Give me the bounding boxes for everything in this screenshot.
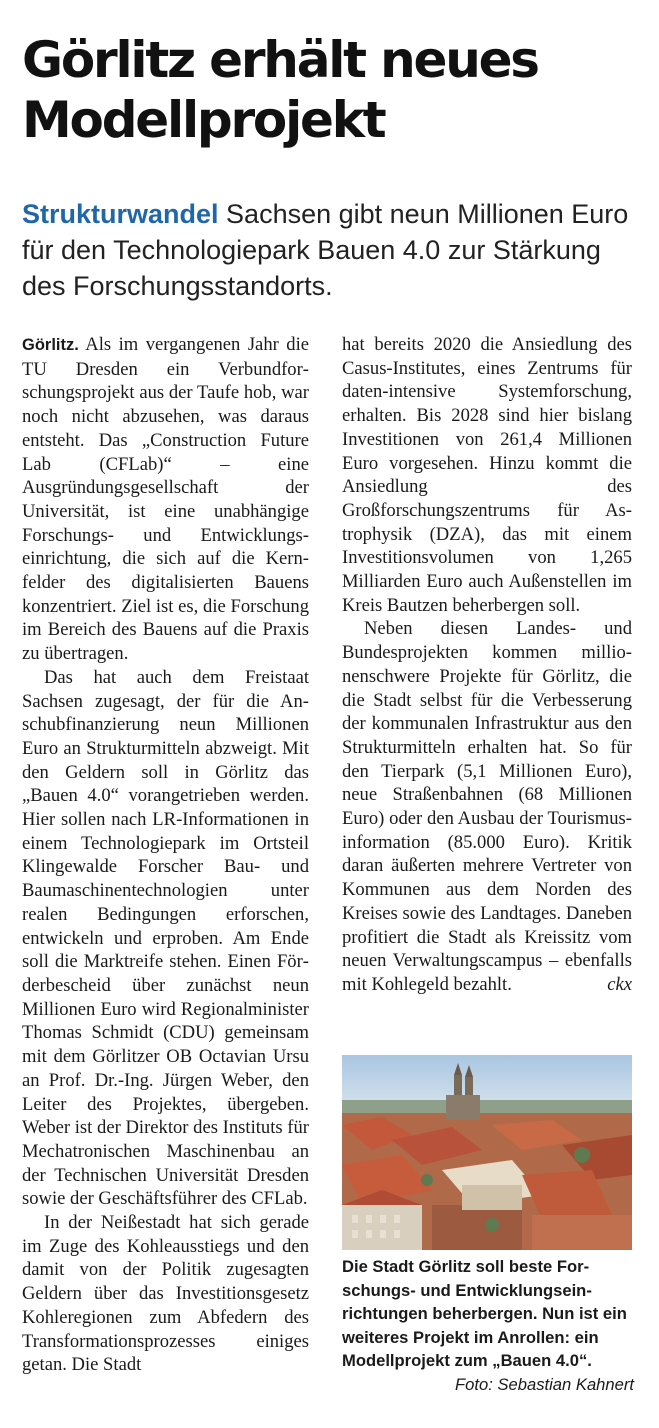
dateline: Görlitz. xyxy=(22,336,79,354)
deck xyxy=(22,196,642,304)
deck-text: Sachsen gibt neun Millionen Euro für den Technologiepark Bauen 4.0 zur Stärkung des Forschungsstandorts. xyxy=(22,199,629,301)
kicker: Strukturwandel xyxy=(22,199,219,229)
paragraph: In der Neißestadt hat sich gerade im Zuge des Kohleausstiegs und den damit von der Politik zugesagten Geldern über das Investitionsgesetz Kohleregionen zum Abfedern des Transformationsprozesses einiges getan. Die Stadt xyxy=(22,1212,309,1376)
paragraph xyxy=(342,617,632,996)
photo-caption xyxy=(342,1255,634,1397)
paragraph-text: Neben diesen Landes- und Bundesprojekten kommen millionenschwere Projekte für Görlitz, die die Stadt selbst für die Verbesserung der kommunalen Infrastruktur aus den Strukturmitteln erhalten hat. So für den Tierpark (5,1 Millionen Euro), neue Straßenbahnen (68 Millionen Euro) oder den Ausbau der Tourismusinformation (85.000 Euro). Kritik daran äußerten mehrere Vertreter von Kommunen aus dem Norden des Kreises sowie des Landtages. Daneben profitiert die Stadt als Kreissitz vom neuen Verwaltungscampus – ebenfalls mit Kohlegeld bezahlt. xyxy=(342,618,632,995)
paragraph: hat bereits 2020 die Ansiedlung des Casus-Institutes, eines Zentrums für daten-intensive Systemforschung, erhalten. Bis 2028 sind hier bislang Investitionen von 261,4 Millionen Euro vorgesehen. Hinzu kommt die Ansiedlung des Großforschungszentrums für Astrophysik (DZA), das mit einem Investitionsvolumen von 1,265 Milliarden Euro auch Außenstellen im Kreis Bautzen beherbergen soll. xyxy=(342,334,632,616)
article-column-right xyxy=(342,333,632,997)
headline: Görlitz erhält neues Modellprojekt xyxy=(22,31,538,149)
paragraph-text: Als im vergangenen Jahr die TU Dresden ein Verbundforschungsprojekt aus der Taufe hob, war noch nicht abzusehen, was daraus entsteht. Das „Construction Future Lab (CFLab)“ – eine Ausgründungsgesellschaft der Universität, ist eine unabhängige Forschungs- und Entwicklungseinrichtung, die sich auf die Kernfelder des digitalisierten Bauens konzentriert. Ziel ist es, die Forschung im Bereich des Bauens auf die Praxis zu übertragen. xyxy=(22,334,309,665)
paragraph xyxy=(22,333,309,666)
photo-credit: Foto: Sebastian Kahnert xyxy=(455,1374,634,1394)
author-initials: ckx xyxy=(607,973,632,995)
caption-text: Die Stadt Görlitz soll beste Forschungs- und Entwicklungseinrichtungen beherbergen. Nun ist ein weiteres Projekt im Anrollen: ein Modellprojekt zum „Bauen 4.0“. xyxy=(342,1257,627,1371)
city-photo xyxy=(342,1055,632,1250)
paragraph: Das hat auch dem Freistaat Sachsen zugesagt, der für die Anschubfinanzierung neun Millionen Euro an Strukturmitteln abzweigt. Mit den Geldern soll in Görlitz das „Bauen 4.0“ vorangetrieben werden. Hier sollen nach LR-Informationen in einem Technologiepark im Ortsteil Klingewalde Forscher Bau- und Baumaschinentechnologien unter realen Bedingungen erforschen, entwickeln und erproben. Am Ende soll die Marktreife stehen. Einen Förderbescheid über zunächst neun Millionen Euro wird Regionalminister Thomas Schmidt (CDU) gemeinsam mit dem Görlitzer OB Octavian Ursu an Prof. Dr.-Ing. Jürgen Weber, den Leiter des Projektes, übergeben. Weber ist der Direktor des Instituts für Mechatronischen Maschinenbau an der Technischen Universität Dresden sowie der Geschäftsführer des CFLab. xyxy=(22,666,309,1210)
article-column-left xyxy=(22,333,309,1377)
